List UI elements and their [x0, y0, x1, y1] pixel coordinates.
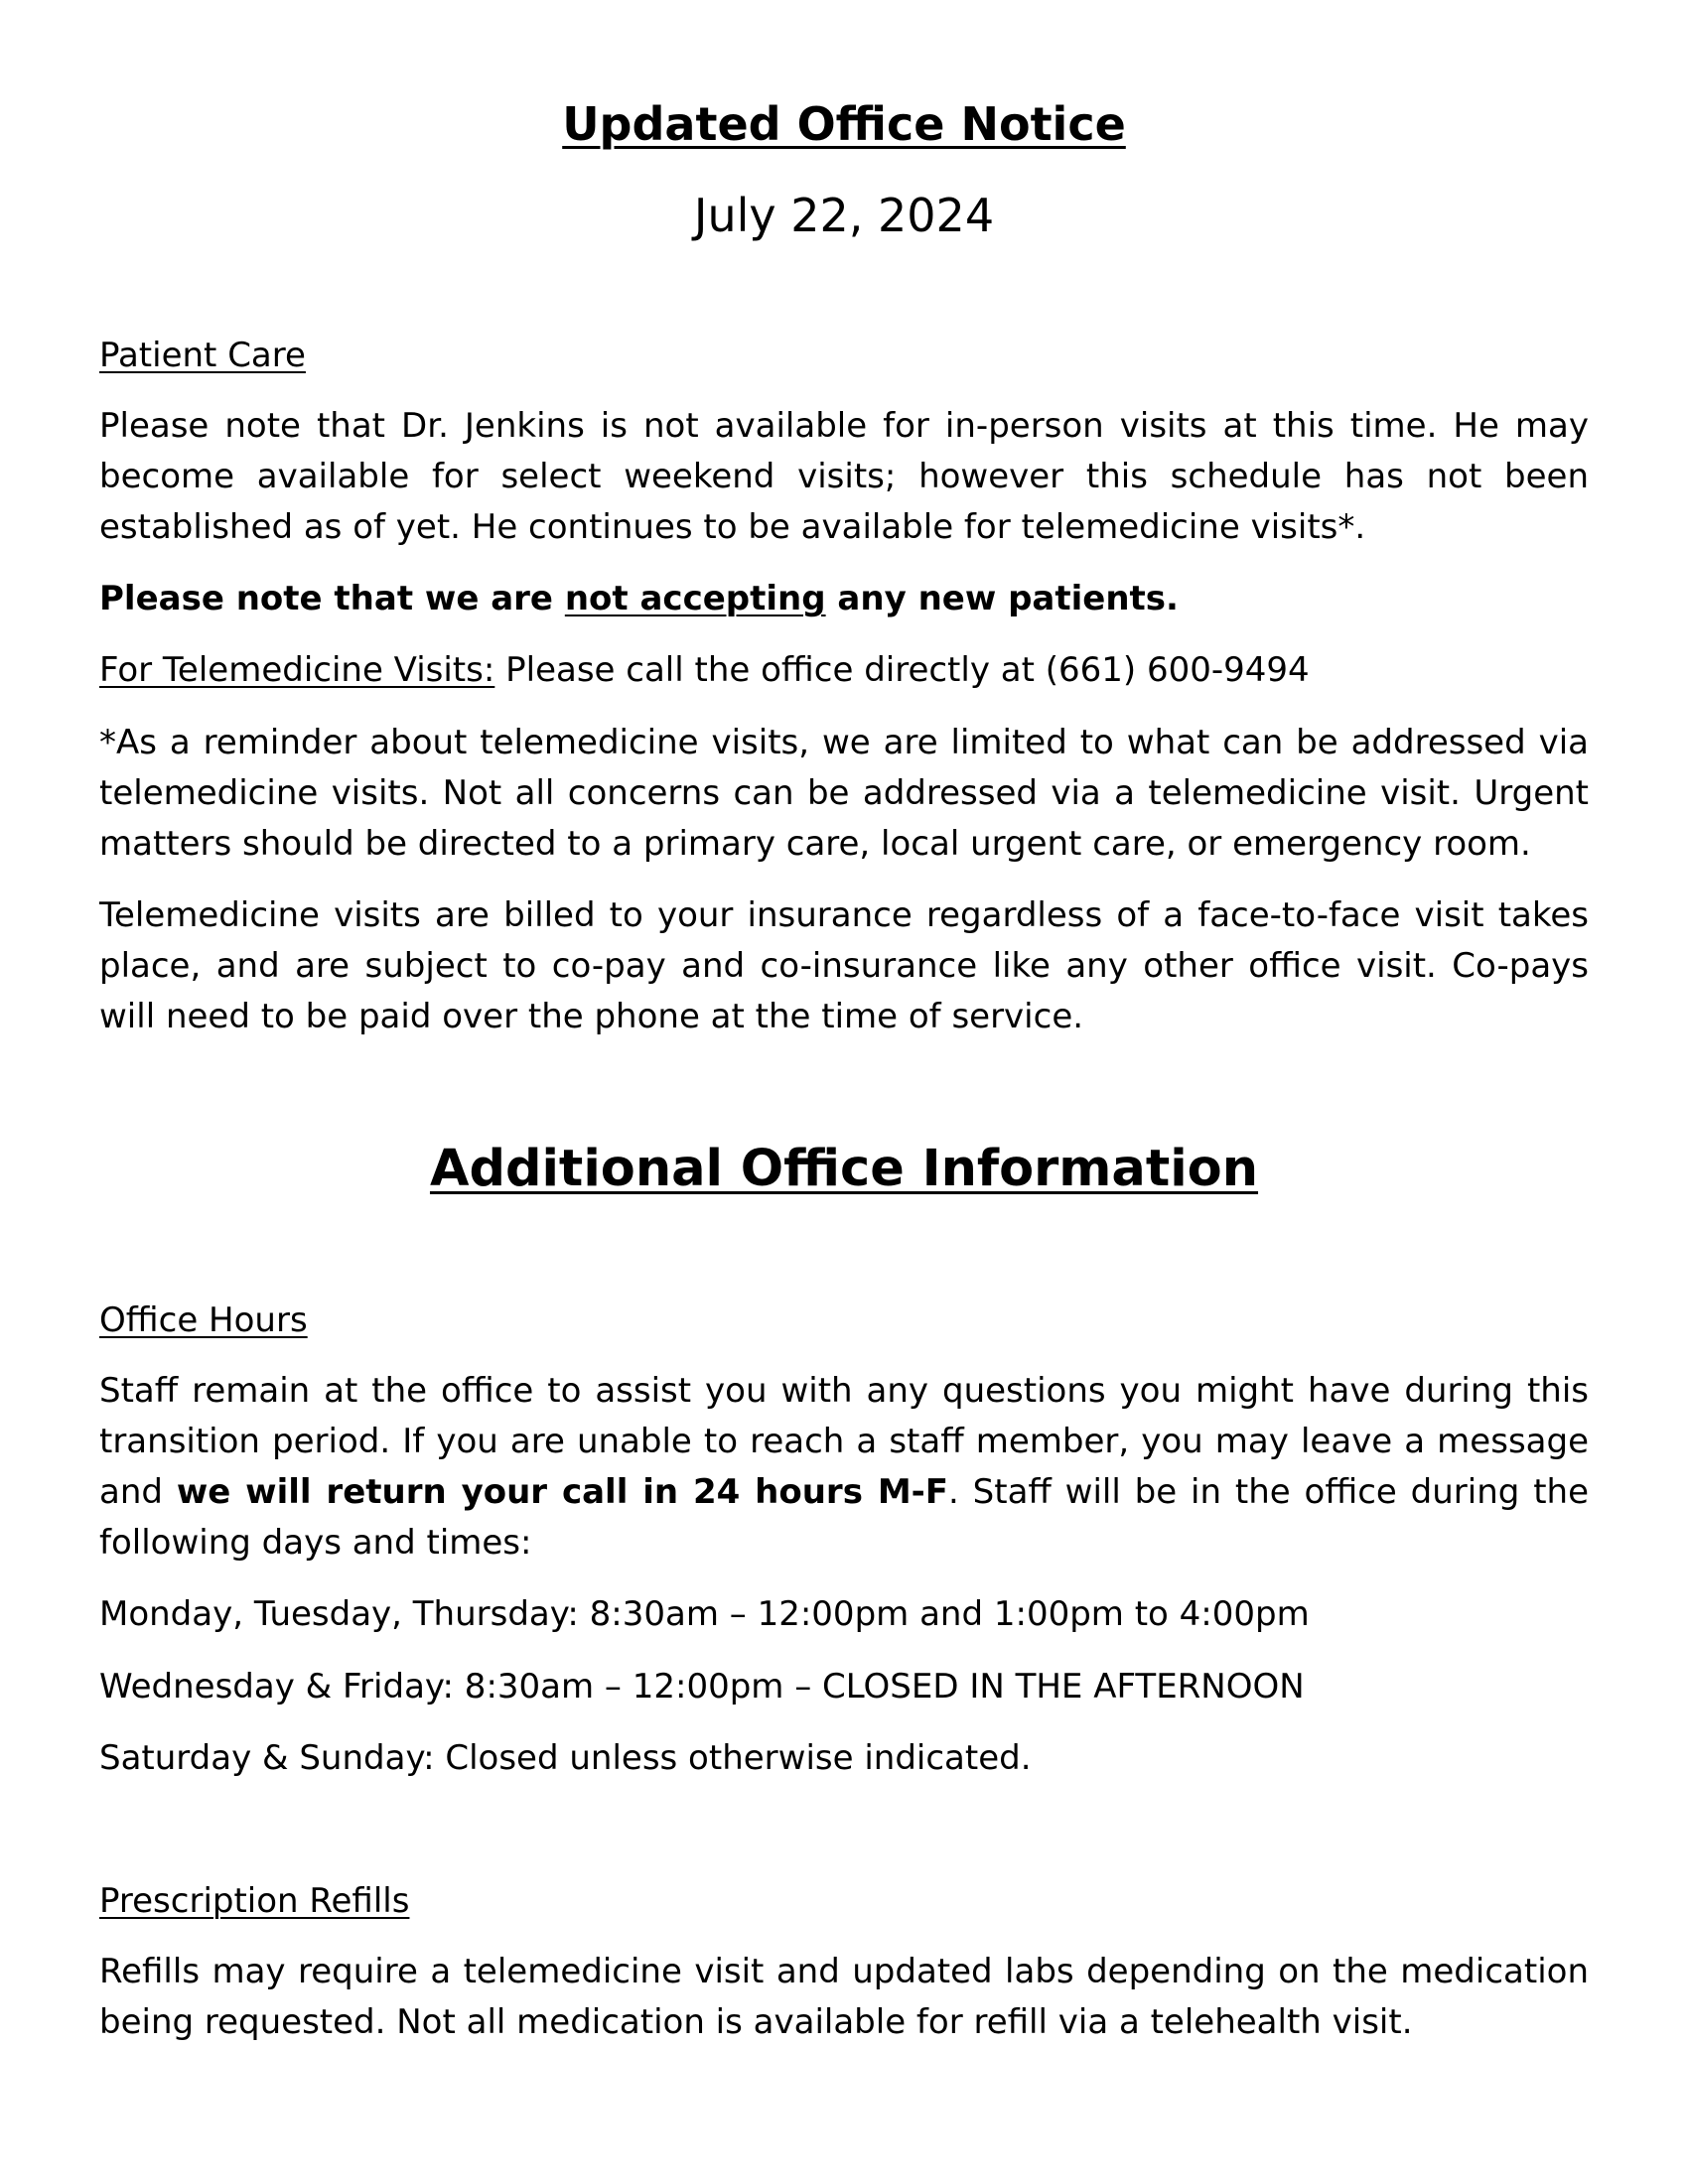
notice-title: Updated Office Notice	[562, 97, 1126, 151]
office-hours-intro	[99, 1366, 1589, 1569]
notice-date: July 22, 2024	[693, 189, 995, 242]
prescription-refills-heading-text: Prescription Refills	[99, 1881, 410, 1921]
schedule-wed-fri: Wednesday & Friday: 8:30am – 12:00pm – CLOSED IN THE AFTERNOON	[99, 1667, 1305, 1706]
telemedicine-reminder: *As a reminder about telemedicine visits, we are limited to what can be addressed via telemedicine visits. Not all concerns can be addressed via a telemedicine visit. Urgent matters should be directed to a primary care, local urgent care, or emergency room.	[99, 723, 1589, 864]
new-patients-notice	[99, 574, 1589, 624]
telemedicine-label: For Telemedicine Visits:	[99, 650, 495, 690]
prescription-refills-text: Refills may require a telemedicine visit and updated labs depending on the medication being requested. Not all medication is available for refill via a telehealth visit.	[99, 1952, 1589, 2042]
office-hours-intro-suffix: . Staff will be in the office during the following days and times:	[99, 1472, 1589, 1563]
new-patients-emphasis: not accepting	[564, 579, 826, 618]
new-patients-prefix: Please note that we are	[99, 579, 565, 618]
additional-info-title: Additional Office Information	[429, 1140, 1259, 1198]
office-hours-heading	[99, 1296, 1589, 1346]
prescription-refills-heading	[99, 1876, 1589, 1927]
patient-care-heading-text: Patient Care	[99, 336, 306, 375]
patient-care-paragraph: Please note that Dr. Jenkins is not available for in-person visits at this time. He may become available for select weekend visits; however this schedule has not been established as of yet. He continues to be available for telemedicine visits*.	[99, 406, 1589, 547]
schedule-weekday: Monday, Tuesday, Thursday: 8:30am – 12:00pm and 1:00pm to 4:00pm	[99, 1594, 1310, 1634]
office-hours-heading-text: Office Hours	[99, 1300, 308, 1340]
schedule-weekend: Saturday & Sunday: Closed unless otherwise indicated.	[99, 1738, 1032, 1778]
patient-care-heading	[99, 331, 1589, 381]
telemedicine-billing: Telemedicine visits are billed to your insurance regardless of a face-to-face visit takes place, and are subject to co-pay and co-insurance like any other office visit. Co-pays will need to be paid over the phone at the time of service.	[99, 895, 1589, 1036]
office-hours-intro-prefix: Staff remain at the office to assist you with any questions you might have during this transition period. If you are unable to reach a staff member, you may leave a message and	[99, 1371, 1589, 1512]
office-hours-callback: we will return your call in 24 hours M-F	[176, 1472, 948, 1512]
telemedicine-phone-text: Please call the office directly at (661) 600-9494	[494, 650, 1310, 690]
telemedicine-contact	[99, 645, 1589, 696]
new-patients-suffix: any new patients.	[825, 579, 1179, 618]
